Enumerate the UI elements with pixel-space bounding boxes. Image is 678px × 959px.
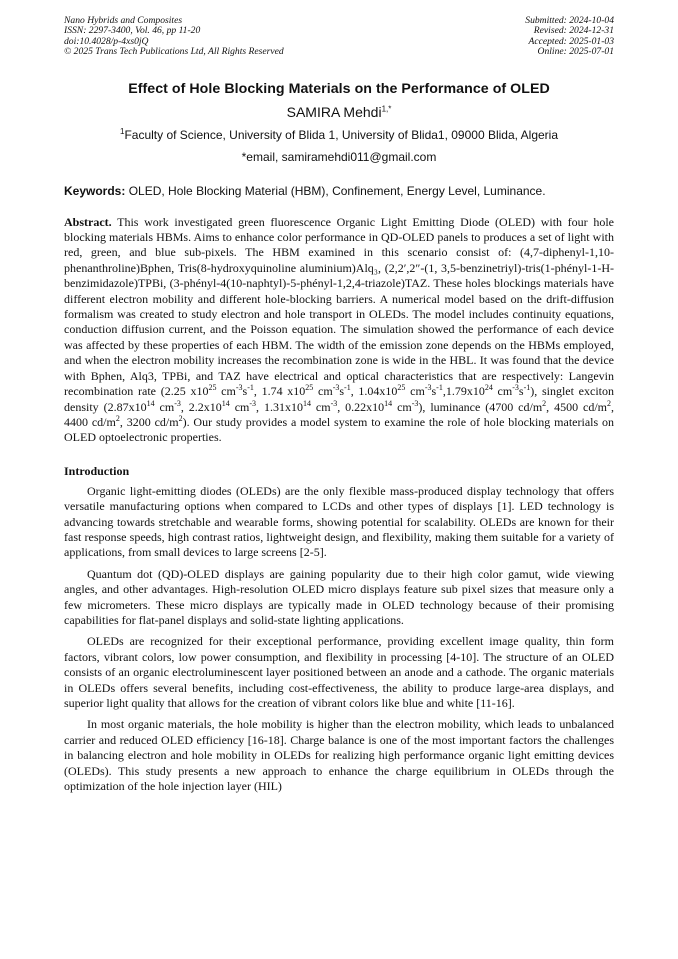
author-email[interactable]: *email, samiramehdi011@gmail.com xyxy=(241,149,437,164)
abstract-text: , 1.04x10 xyxy=(350,384,398,399)
abstract-sup: -3 xyxy=(249,398,257,408)
abstract-sup: -1 xyxy=(247,383,254,393)
author-name: SAMIRA Mehdi xyxy=(286,103,382,120)
abstract-text: cm xyxy=(216,384,236,399)
abstract-text: cm xyxy=(313,384,333,399)
date-online: Online: 2025-07-01 xyxy=(537,46,614,58)
abstract-sup: 2 xyxy=(542,398,547,408)
abstract-sup: 25 xyxy=(397,383,406,393)
abstract-sup: 25 xyxy=(208,383,217,393)
abstract-sup: 14 xyxy=(146,398,155,408)
abstract-text: ). Our study provides a model system to examine the role of hole blocking materials on OLED optoelectronic properties. xyxy=(64,414,614,445)
date-submitted: Submitted: 2024-10-04 xyxy=(525,15,614,26)
abstract-sup: -3 xyxy=(332,383,340,393)
abstract-sup: 2 xyxy=(115,413,120,423)
abstract-sup: -3 xyxy=(512,383,519,393)
abstract-label: Abstract. xyxy=(64,214,112,229)
abstract-text: cm xyxy=(492,384,513,399)
abstract-sup: 14 xyxy=(302,398,311,408)
abstract-text: cm xyxy=(392,399,412,414)
affiliation-text: Faculty of Science, University of Blida 1, University of Blida1, 09000 Blida, Algeria xyxy=(124,127,558,142)
abstract-text: , 4400 cd/m xyxy=(64,399,614,429)
abstract-text: , 4500 cd/m xyxy=(546,399,607,414)
journal-header xyxy=(64,16,614,58)
abstract-sup: 2 xyxy=(178,413,183,423)
abstract-text: cm xyxy=(405,384,425,399)
author-line xyxy=(64,104,614,120)
abstract-text: cm xyxy=(310,399,331,414)
abstract-sup: -1 xyxy=(436,383,443,393)
abstract-sup: -1 xyxy=(523,383,531,393)
keywords-text: OLED, Hole Blocking Material (HBM), Confinement, Energy Level, Luminance. xyxy=(128,183,546,198)
author-sup: 1,* xyxy=(381,103,392,113)
intro-paragraph: OLEDs are recognized for their exceptional performance, providing excellent image quality, thin form factors, vibrant colors, low power consumption, and flexibility in processing [4-10]. The structure of an OLED consists of an organic electroluminescent layer positioned between an anode and a cathode. The organic materials in OLEDs offers several benefits, including cost-effectiveness, the ability to produce large-area displays, and superior light quality that allows for the creation of vibrant colors like blue and white [11-16]. xyxy=(64,634,614,710)
abstract-text: s xyxy=(242,384,248,399)
abstract-sup: 2 xyxy=(607,398,611,408)
abstract-text: s xyxy=(339,384,345,399)
paper-title: Effect of Hole Blocking Materials on the Performance of OLED xyxy=(128,80,550,97)
abstract-text: ), luminance (4700 cd/m xyxy=(418,399,543,414)
abstract-text: ,1.79x10 xyxy=(442,384,485,399)
journal-copyright: © 2025 Trans Tech Publications Ltd, All Rights Reserved xyxy=(64,46,284,58)
abstract-text: ), singlet exciton density (2.87x10 xyxy=(64,384,614,414)
keywords-label: Keywords: xyxy=(64,183,126,198)
abstract-text: , 3200 cd/m xyxy=(119,414,179,429)
abstract-text: , 1.31x10 xyxy=(256,399,303,414)
abstract-sup: -3 xyxy=(411,398,419,408)
intro-paragraph: Organic light-emitting diodes (OLEDs) are the only flexible mass-produced display technology that offers versatile manufacturing options when compared to LCDs and other types of displays [1]. LED technology is advancing towards stretchable and wearable forms, showing potential for scalability. OLEDs are known for their fast response speeds, high contrast ratios, lightweight design, and flexibility, making them suitable for a variety of applications, from small devices to large screens [2-5]. xyxy=(64,483,614,560)
abstract-sup: -3 xyxy=(235,383,243,393)
abstract-sup: 14 xyxy=(221,398,230,408)
section-heading-introduction: Introduction xyxy=(64,463,130,478)
abstract-text: s xyxy=(518,384,524,399)
abstract-sup: -3 xyxy=(330,398,338,408)
date-accepted: Accepted: 2025-01-03 xyxy=(528,35,614,47)
abstract xyxy=(64,215,614,446)
publication-dates xyxy=(525,16,614,58)
journal-issn: ISSN: 2297-3400, Vol. 46, pp 11-20 xyxy=(64,25,201,37)
abstract-sup: 14 xyxy=(384,398,393,408)
abstract-text: , 1.74 x10 xyxy=(253,384,306,399)
intro-paragraph: In most organic materials, the hole mobility is higher than the electron mobility, which leads to unbalanced carrier and reduced OLED efficiency [16-18]. Charge balance is one of the most important factors the challenges in balancing electron and hole mobility in OLEDs for realizing high performance organic light emitting devices (OLEDs). This study presents a new approach to enhance the charge equilibrium in OLEDs through the optimization of the hole injection layer (HIL) xyxy=(64,717,614,794)
date-revised: Revised: 2024-12-31 xyxy=(533,25,614,37)
journal-info xyxy=(64,16,284,58)
abstract-sup: -1 xyxy=(344,383,351,393)
affiliation xyxy=(64,128,614,142)
journal-name: Nano Hybrids and Composites xyxy=(64,15,183,26)
intro-paragraph: Quantum dot (QD)-OLED displays are gaining popularity due to their high color gamut, wide viewing angles, and other advantages. High-resolution OLED micro displays feature sub pixel sizes that measure only a few micrometers. These micro displays are typically made in OLED technology because of their promising capabilities for flat-panel displays and solid-state lighting applications. xyxy=(64,566,614,627)
abstract-text: , 0.22x10 xyxy=(337,399,385,414)
abstract-text: , 2.2x10 xyxy=(180,399,222,414)
abstract-text: cm xyxy=(154,399,175,414)
abstract-sup: -3 xyxy=(424,383,432,393)
journal-doi[interactable]: doi:10.4028/p-4xs0jQ xyxy=(64,35,149,47)
affiliation-sup: 1 xyxy=(120,126,125,136)
keywords xyxy=(64,184,614,198)
abstract-text: This work investigated green fluorescence Organic Light Emitting Diode (OLED) with four hole blocking materials HBMs. Aims to enhance color performance in QD-OLED panels to produces a set of light with red, green, and blue sub-pixels. The HBM examined in this scenario consist of: (4,7-diphenyl-1,10-phenanthroline)Bphen, Tris(8-hydroxyquinoline aluminium)Alq₃, (2,2′,2″-(1, 3,5-benzinetriyl)-tris(1-phényl-1-H-benzimidazole)TPBi, (3-phényl-4(10-naphtyl)-5-phényl-1,2,4-triazole)TAZ. These holes blockings materials have different electron mobility and different hole-blocking barriers. A numerical model based on the drift-diffusion formalism was created to study electron and hole transport in OLEDs. The model includes continuity equations, conduction diffusion current, and the Poisson equation. The simulation showed the performance of each device was affected by these properties of each HBM. The width of the emission zone depends on the HBMs employed, and when the electron mobility increases the recombination zone is wide in the HBL. It was found that the device with Bphen, Alq3, TPBi, and TAZ have electrical and optical characteristics that are respectively: Langevin recombination rate (2.25 x10 xyxy=(64,214,614,399)
abstract-sup: -3 xyxy=(174,398,181,408)
abstract-sup: 24 xyxy=(484,383,493,393)
abstract-text: cm xyxy=(229,399,250,414)
abstract-sup: 25 xyxy=(305,383,314,393)
abstract-text: s xyxy=(431,384,437,399)
